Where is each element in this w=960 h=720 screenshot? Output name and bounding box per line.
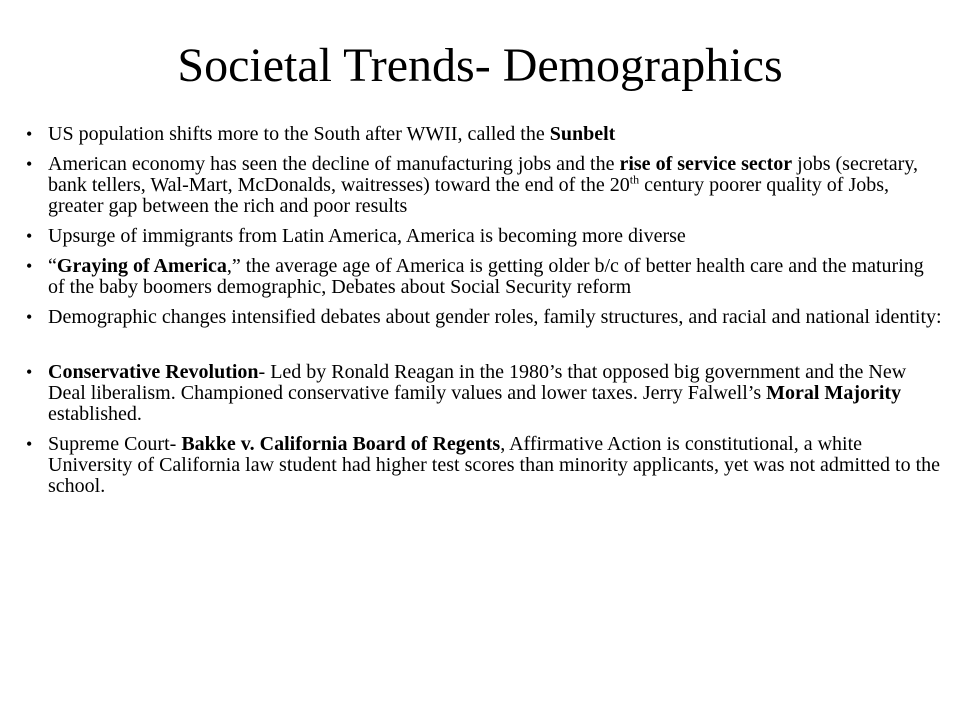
bullet-bakke — [0, 434, 960, 497]
bullet-text: Demographic changes intensified debates about gender roles, family structures, and racial and national identity: — [48, 306, 942, 328]
bullet-bold-term: Moral Majority — [766, 382, 902, 404]
bullet-text: US population shifts more to the South after WWII, called the — [48, 123, 550, 145]
bullet-bold-term: Bakke v. California Board of Regents — [181, 433, 501, 455]
bullet-bold-term: Conservative Revolution — [48, 361, 259, 383]
bullet-text: Upsurge of immigrants from Latin America, America is becoming more diverse — [48, 225, 686, 247]
bullet-bold-term: Graying of America — [56, 255, 227, 277]
bullet-text: established. — [48, 403, 142, 425]
bullet-service-sector — [0, 154, 960, 217]
bullet-text: jobs (secretary, bank tellers, Wal-Mart, McDonalds, waitresses) toward the end of the 20 — [48, 153, 919, 196]
bullet-dot-icon: • — [26, 434, 33, 454]
bullet-text: Supreme Court- — [48, 433, 182, 455]
bullet-dot-icon: • — [26, 307, 33, 327]
bullet-text: “ — [48, 255, 57, 277]
bullet-text: century poorer quality of Jobs, greater gap between the rich and poor results — [48, 174, 890, 217]
bullet-text: American economy has seen the decline of manufacturing jobs and the — [48, 153, 620, 175]
bullet-bold-term: rise of service sector — [619, 153, 793, 175]
bullet-dot-icon: • — [26, 362, 33, 382]
bullet-conservative-revolution — [0, 362, 960, 425]
bullet-sunbelt — [0, 124, 960, 145]
bullet-demographic-debates — [0, 307, 960, 328]
bullet-list — [0, 124, 960, 506]
bullet-dot-icon: • — [26, 256, 33, 276]
bullet-dot-icon: • — [26, 154, 33, 174]
bullet-graying — [0, 256, 960, 298]
ordinal-superscript: th — [629, 172, 640, 187]
bullet-immigration — [0, 226, 960, 247]
slide-title: Societal Trends- Demographics — [177, 39, 783, 92]
bullet-bold-term: Sunbelt — [549, 123, 616, 145]
bullet-dot-icon: • — [26, 124, 33, 144]
bullet-dot-icon: • — [26, 226, 33, 246]
bullet-text: ,” the average age of America is getting older b/c of better health care and the maturing of the baby boomers demographic, Debates about Social Security reform — [48, 255, 924, 298]
bullet-text: - Led by Ronald Reagan in the 1980’s that opposed big government and the New Deal liberalism. Championed conservative family values and lower taxes. Jerry Falwell’s — [48, 361, 907, 404]
bullet-text: , Affirmative Action is constitutional, a white University of California law student had higher test scores than minority applicants, yet was not admitted to the school. — [48, 433, 941, 497]
